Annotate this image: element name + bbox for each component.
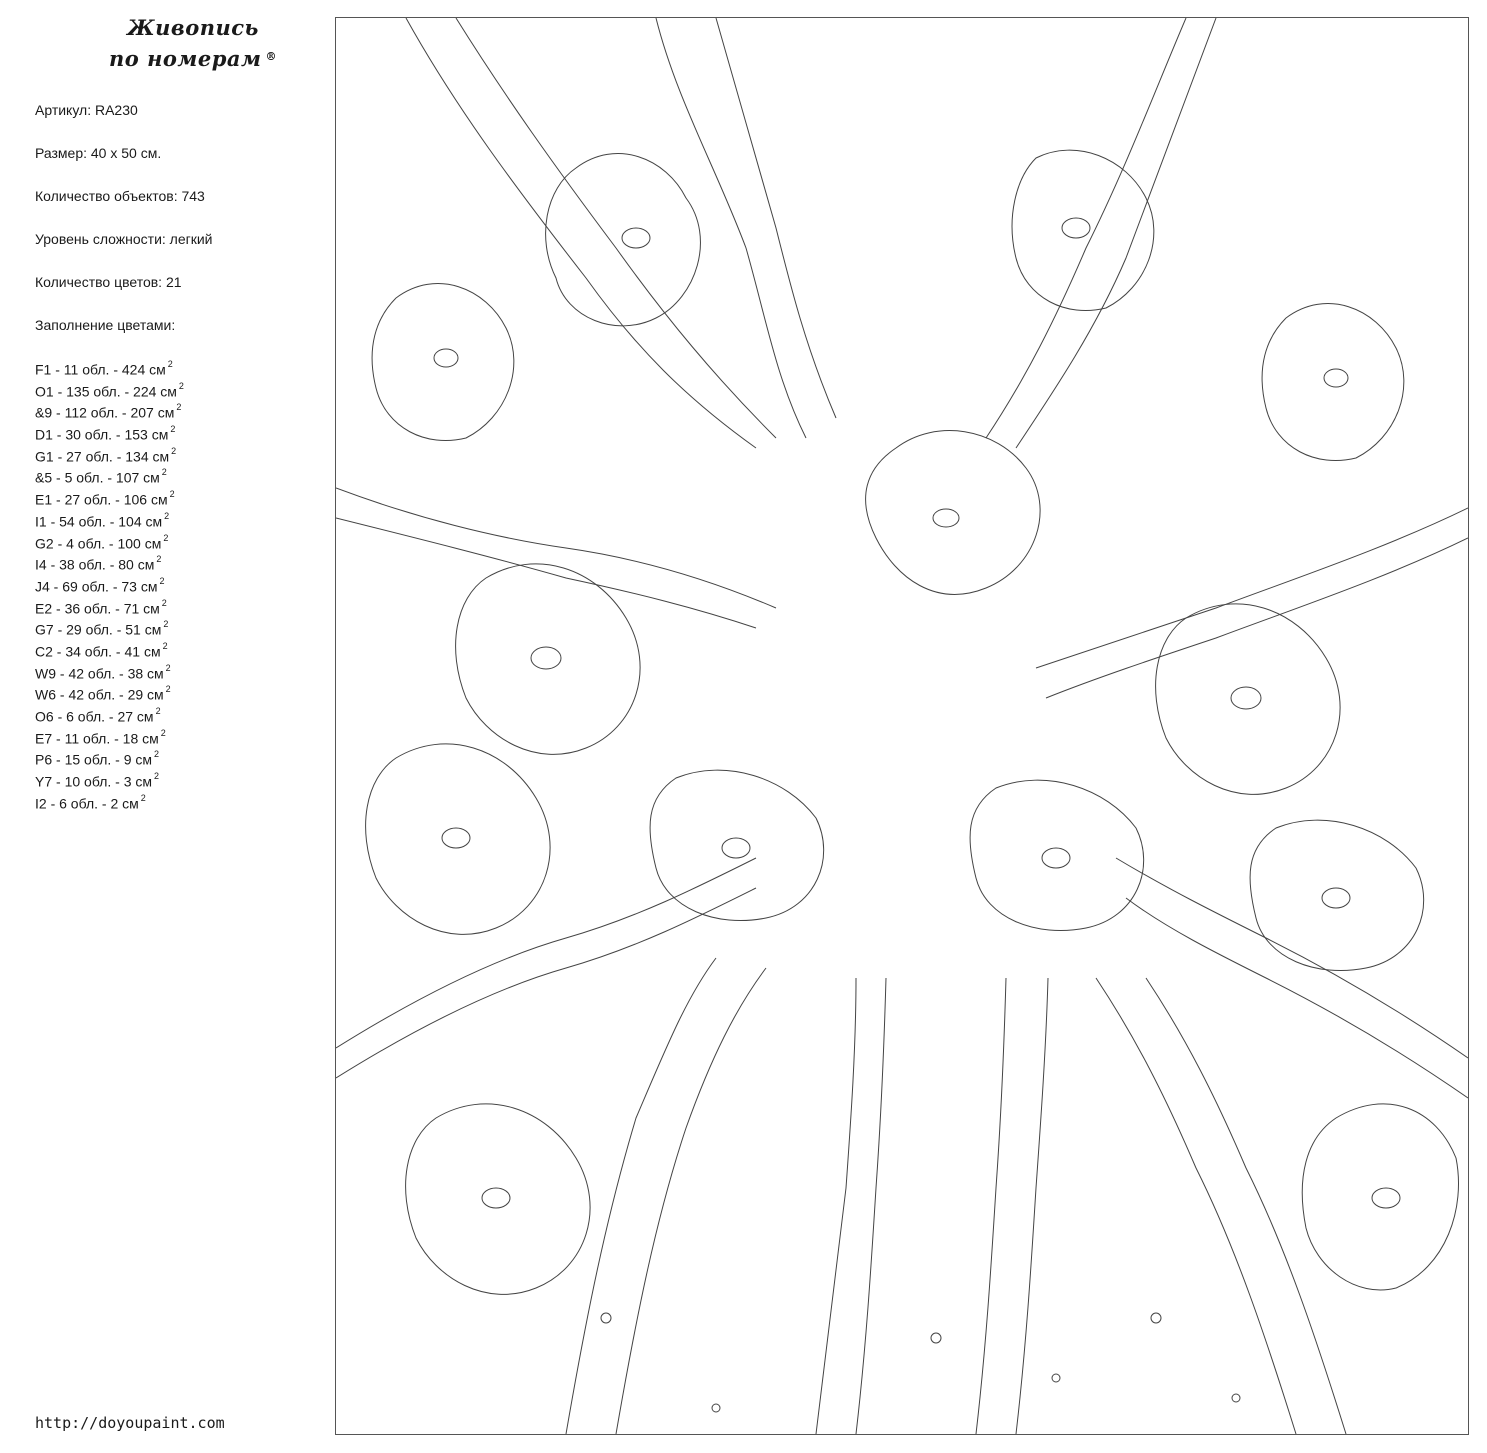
color-fill-text: G2 - 4 обл. - 100 см — [35, 535, 162, 552]
color-fill-text: C2 - 34 обл. - 41 см — [35, 643, 161, 660]
color-fill-row — [35, 725, 184, 747]
color-fill-row — [35, 638, 184, 660]
color-fill-row — [35, 768, 184, 790]
area-unit-superscript: 2 — [167, 359, 173, 369]
leaf-outline — [442, 828, 470, 848]
leaf-outline — [933, 509, 959, 527]
trunk-outline — [336, 488, 776, 608]
leaf-outline — [1372, 1188, 1400, 1208]
leaf-outline — [1324, 369, 1348, 387]
leaf-outline — [601, 1313, 611, 1323]
coloring-canvas — [335, 17, 1469, 1435]
color-fill-text: D1 - 30 обл. - 153 см — [35, 426, 169, 443]
color-fill-text: I1 - 54 обл. - 104 см — [35, 513, 163, 530]
leaf-outline — [722, 838, 750, 858]
area-unit-superscript: 2 — [160, 727, 166, 738]
leaf-outline — [1052, 1374, 1060, 1382]
area-unit-superscript: 2 — [155, 706, 161, 716]
color-fill-row — [35, 551, 184, 573]
area-unit-superscript: 2 — [165, 684, 171, 695]
area-unit-superscript: 2 — [164, 510, 170, 521]
trunk-outline — [1096, 978, 1296, 1434]
area-unit-superscript: 2 — [156, 554, 162, 565]
area-unit-superscript: 2 — [161, 467, 167, 478]
area-unit-superscript: 2 — [163, 619, 169, 630]
color-fill-text: W9 - 42 обл. - 38 см — [35, 665, 164, 682]
trunk-outline — [816, 978, 856, 1434]
color-fill-row — [35, 595, 184, 617]
trunk-outline — [336, 518, 756, 628]
area-unit-superscript: 2 — [165, 662, 171, 673]
object-count: Количество объектов: 743 — [35, 188, 205, 204]
color-count: Количество цветов: 21 — [35, 274, 182, 290]
color-fill-row — [35, 378, 184, 400]
color-fill-row — [35, 443, 184, 465]
color-fill-text: I4 - 38 обл. - 80 см — [35, 556, 155, 573]
trunk-outline — [1016, 18, 1216, 448]
area-unit-superscript: 2 — [178, 380, 184, 391]
color-fill-text: G7 - 29 обл. - 51 см — [35, 621, 162, 638]
trunk-outline — [1146, 978, 1346, 1434]
color-fill-row — [35, 508, 184, 530]
area-unit-superscript: 2 — [171, 445, 177, 456]
foliage-outline — [1012, 150, 1154, 310]
color-fill-row — [35, 399, 184, 421]
tree-canopy-line-art — [336, 18, 1468, 1434]
color-fill-row — [35, 790, 184, 812]
product-info — [35, 98, 325, 356]
trunk-outline — [336, 858, 756, 1048]
foliage-outline — [1262, 304, 1404, 461]
leaf-outline — [712, 1404, 720, 1412]
trunk-outline — [1116, 858, 1468, 1058]
foliage-outline — [866, 431, 1041, 595]
color-fill-text: E1 - 27 обл. - 106 см — [35, 491, 168, 508]
color-fill-row — [35, 616, 184, 638]
color-fill-text: &9 - 112 обл. - 207 см — [35, 405, 175, 422]
foliage-outline — [372, 284, 514, 441]
color-fill-text: W6 - 42 обл. - 29 см — [35, 686, 164, 703]
trunk-outline — [1016, 978, 1048, 1434]
color-fill-text: F1 - 11 обл. - 424 см — [35, 361, 166, 378]
trunk-outline — [406, 18, 756, 448]
foliage-outline — [970, 780, 1144, 930]
color-fill-row — [35, 356, 184, 378]
leaf-outline — [931, 1333, 941, 1343]
color-fill-text: J4 - 69 обл. - 73 см — [35, 578, 158, 595]
foliage-outline — [406, 1104, 591, 1294]
trunk-outline — [1046, 538, 1468, 698]
area-unit-superscript: 2 — [154, 771, 160, 782]
trunk-outline — [336, 888, 756, 1078]
color-fill-row — [35, 530, 184, 552]
leaf-outline — [531, 647, 561, 669]
foliage-outline — [1302, 1104, 1458, 1290]
color-fill-list — [35, 356, 184, 811]
color-fill-row — [35, 660, 184, 682]
area-unit-superscript: 2 — [169, 489, 175, 500]
foliage-outline — [546, 154, 701, 326]
trunk-outline — [656, 18, 806, 438]
color-fill-text: O1 - 135 обл. - 224 см — [35, 383, 177, 400]
color-fill-row — [35, 681, 184, 703]
color-fill-row — [35, 486, 184, 508]
brand-line-2-text: по номерам — [109, 46, 262, 71]
trunk-outline — [856, 978, 886, 1434]
color-fill-text: &5 - 5 обл. - 107 см — [35, 470, 160, 487]
foliage-outline — [1156, 604, 1341, 794]
color-fill-row — [35, 573, 184, 595]
trunk-outline — [1036, 508, 1468, 668]
leaf-outline — [434, 349, 458, 367]
area-unit-superscript: 2 — [170, 424, 176, 435]
color-fill-row — [35, 703, 184, 725]
foliage-outline — [366, 744, 551, 934]
area-unit-superscript: 2 — [163, 532, 169, 543]
website-link[interactable]: http://doyoupaint.com — [35, 1414, 225, 1432]
area-unit-superscript: 2 — [159, 575, 165, 586]
brand-title — [98, 12, 288, 74]
canvas-size: Размер: 40 х 50 см. — [35, 145, 162, 161]
leaf-outline — [1042, 848, 1070, 868]
trunk-outline — [986, 18, 1186, 438]
color-fill-row — [35, 421, 184, 443]
color-fill-text: I2 - 6 обл. - 2 см — [35, 795, 139, 812]
foliage-outline — [1250, 820, 1424, 970]
color-fill-text: P6 - 15 обл. - 9 см — [35, 752, 153, 769]
trunk-outline — [566, 958, 716, 1434]
area-unit-superscript: 2 — [154, 749, 160, 760]
leaf-outline — [1231, 687, 1261, 709]
color-fill-text: Y7 - 10 обл. - 3 см — [35, 773, 153, 790]
foliage-outline — [456, 564, 641, 754]
leaf-outline — [1151, 1313, 1161, 1323]
trunk-outline — [1126, 898, 1468, 1098]
area-unit-superscript: 2 — [161, 597, 167, 608]
color-fill-text: G1 - 27 обл. - 134 см — [35, 448, 170, 465]
color-fill-text: E7 - 11 обл. - 18 см — [35, 730, 159, 747]
color-fill-row — [35, 746, 184, 768]
area-unit-superscript: 2 — [140, 792, 146, 803]
leaf-outline — [1232, 1394, 1240, 1402]
leaf-outline — [482, 1188, 510, 1208]
trunk-outline — [976, 978, 1006, 1434]
area-unit-superscript: 2 — [176, 402, 182, 413]
leaf-outline — [622, 228, 650, 248]
article-number: Артикул: RA230 — [35, 102, 138, 118]
leaf-outline — [1062, 218, 1090, 238]
trunk-outline — [456, 18, 776, 438]
brand-line-1: Живопись — [127, 15, 259, 40]
area-unit-superscript: 2 — [162, 640, 168, 651]
leaf-outline — [1322, 888, 1350, 908]
color-fill-row — [35, 464, 184, 486]
color-fill-text: O6 - 6 обл. - 27 см — [35, 708, 154, 725]
registered-mark: ® — [265, 50, 277, 63]
fill-heading: Заполнение цветами: — [35, 317, 176, 333]
trunk-outline — [616, 968, 766, 1434]
brand-line-2 — [98, 43, 288, 74]
color-fill-text: E2 - 36 обл. - 71 см — [35, 600, 160, 617]
difficulty-level: Уровень сложности: легкий — [35, 231, 213, 247]
